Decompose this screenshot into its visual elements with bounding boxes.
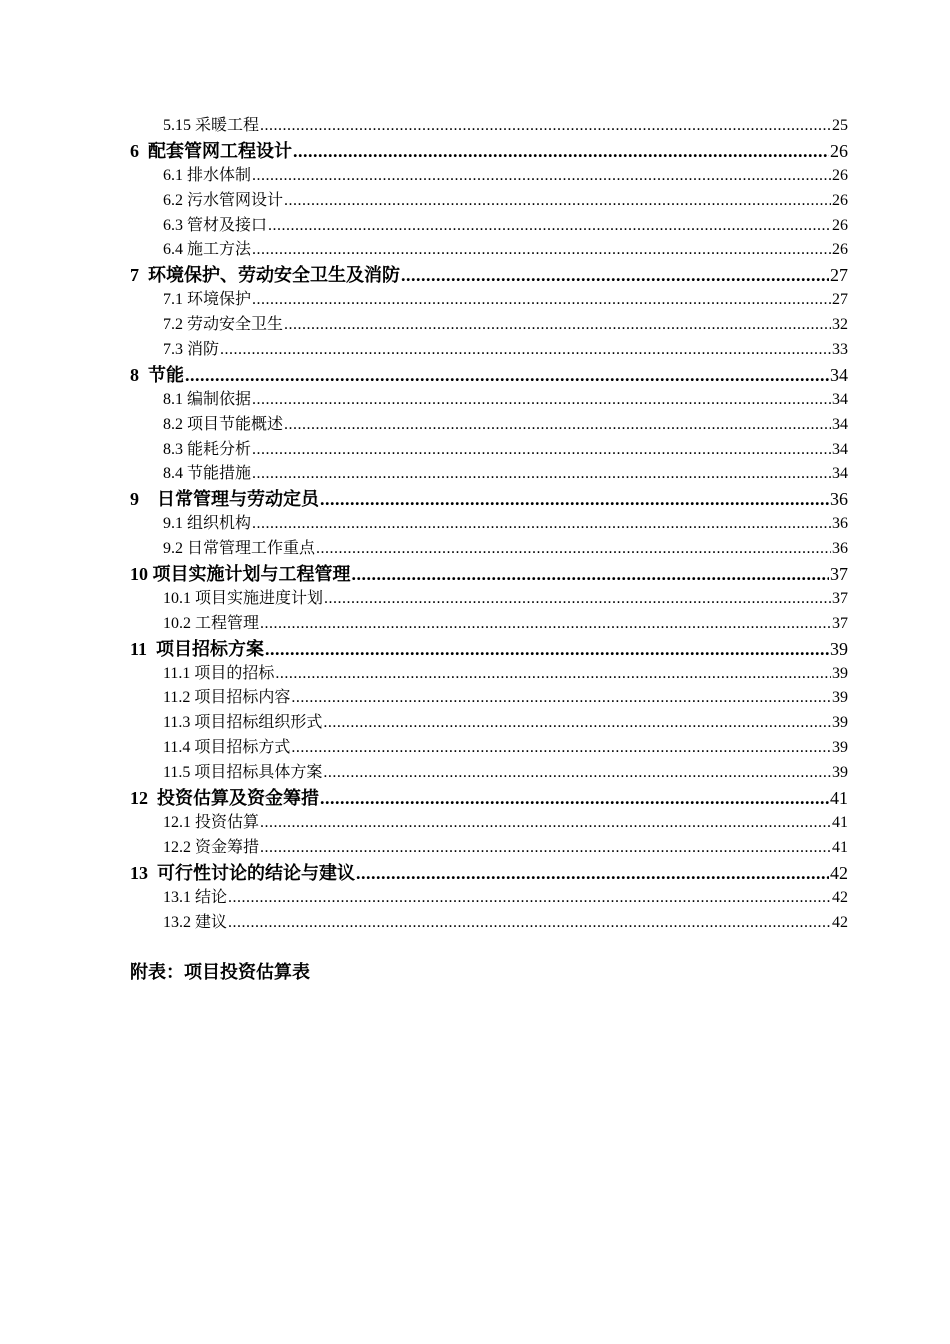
toc-page-number: 37 [832, 614, 848, 632]
toc-section-entry[interactable] [130, 510, 848, 535]
toc-page-number: 36 [832, 540, 848, 558]
toc-entry-label: 7 环境保护、劳动安全卫生及消防 [130, 265, 400, 286]
toc-page-number: 39 [830, 638, 848, 659]
toc-page-number: 37 [832, 589, 848, 607]
toc-page-number: 41 [830, 788, 848, 809]
toc-entry-label: 5.15 采暖工程 [163, 117, 260, 134]
table-of-contents [130, 112, 848, 933]
toc-entry-label: 7.2 劳动安全卫生 [163, 316, 284, 334]
toc-entry-label: 7.3 消防 [163, 341, 220, 359]
toc-dot-leader [260, 615, 831, 633]
toc-dot-leader [252, 241, 831, 259]
toc-entry-label: 8.2 项目节能概述 [163, 415, 284, 433]
toc-entry-label: 6.2 污水管网设计 [163, 191, 284, 209]
toc-page-number: 27 [832, 291, 848, 309]
appendix-heading: 附表：项目投资估算表 [130, 962, 310, 982]
toc-chapter-entry[interactable] [130, 261, 848, 286]
toc-dot-leader [401, 265, 829, 286]
toc-dot-leader [260, 814, 831, 832]
toc-page-number: 36 [832, 515, 848, 533]
toc-section-entry[interactable] [130, 411, 848, 436]
toc-entry-label: 12 投资估算及资金筹措 [130, 788, 319, 809]
toc-page-number: 26 [832, 216, 848, 234]
toc-chapter-entry[interactable] [130, 635, 848, 660]
toc-entry-label: 8.4 节能措施 [163, 465, 252, 483]
toc-page-number: 26 [832, 166, 848, 184]
toc-page-number: 42 [832, 888, 848, 906]
toc-entry-label: 11.5 项目招标具体方案 [163, 764, 323, 782]
toc-page-number: 39 [832, 739, 848, 757]
toc-dot-leader [252, 441, 831, 459]
toc-entry-label: 11 项目招标方案 [130, 638, 265, 659]
toc-page-number: 41 [832, 813, 848, 831]
toc-page-number: 39 [832, 764, 848, 782]
toc-entry-label: 11.4 项目招标方式 [163, 739, 291, 757]
toc-chapter-entry[interactable] [130, 560, 848, 585]
toc-page-number: 34 [832, 465, 848, 483]
toc-page-number: 27 [830, 265, 848, 286]
toc-section-entry[interactable] [130, 187, 848, 212]
toc-entry-label: 6.3 管材及接口 [163, 216, 268, 234]
toc-entry-label: 6.4 施工方法 [163, 241, 252, 259]
toc-dot-leader [228, 914, 831, 932]
toc-section-entry[interactable] [130, 386, 848, 411]
toc-page-number: 34 [830, 364, 848, 385]
toc-page-number: 26 [832, 191, 848, 209]
toc-entry-label: 8.1 编制依据 [163, 390, 252, 408]
toc-dot-leader [320, 489, 829, 510]
toc-section-entry[interactable] [130, 809, 848, 834]
toc-section-entry[interactable] [130, 709, 848, 734]
toc-dot-leader [316, 540, 831, 558]
toc-page-number: 39 [832, 689, 848, 707]
toc-dot-leader [265, 639, 829, 660]
toc-page-number: 39 [832, 714, 848, 732]
toc-entry-label: 13.1 结论 [163, 888, 228, 906]
toc-page-number: 25 [832, 117, 848, 134]
toc-section-entry[interactable] [130, 909, 848, 934]
toc-entry-label: 8.3 能耗分析 [163, 440, 252, 458]
toc-section-entry[interactable] [130, 834, 848, 859]
toc-page-number: 34 [832, 390, 848, 408]
toc-dot-leader [252, 391, 831, 409]
toc-entry-label: 8 节能 [130, 364, 184, 385]
toc-section-entry[interactable] [130, 162, 848, 187]
toc-entry-label: 7.1 环境保护 [163, 291, 252, 309]
toc-entry-label: 13 可行性讨论的结论与建议 [130, 862, 355, 883]
toc-dot-leader [228, 889, 831, 907]
toc-entry-label: 10.2 工程管理 [163, 614, 260, 632]
toc-chapter-entry[interactable] [130, 859, 848, 884]
toc-dot-leader [220, 341, 831, 359]
toc-dot-leader [323, 714, 831, 732]
toc-entry-label: 12.1 投资估算 [163, 813, 260, 831]
toc-dot-leader [284, 316, 831, 334]
toc-section-entry[interactable] [130, 759, 848, 784]
toc-entry-label: 10.1 项目实施进度计划 [163, 589, 324, 607]
toc-section-entry[interactable] [130, 535, 848, 560]
toc-section-entry[interactable] [130, 212, 848, 237]
toc-page-number: 36 [830, 489, 848, 510]
toc-section-entry[interactable] [130, 311, 848, 336]
toc-dot-leader [291, 689, 831, 707]
toc-chapter-entry[interactable] [130, 361, 848, 386]
toc-entry-label: 9.2 日常管理工作重点 [163, 540, 316, 558]
toc-entry-label: 13.2 建议 [163, 913, 228, 931]
toc-page-number: 26 [830, 140, 848, 161]
toc-entry-label: 11.1 项目的招标 [163, 664, 275, 682]
toc-entry-label: 9 日常管理与劳动定员 [130, 489, 319, 510]
toc-dot-leader [291, 739, 831, 757]
toc-dot-leader [293, 141, 829, 162]
toc-dot-leader [275, 665, 831, 683]
toc-page-number: 34 [832, 415, 848, 433]
toc-section-entry[interactable] [130, 336, 848, 361]
toc-chapter-entry[interactable] [130, 784, 848, 809]
toc-page-number: 41 [832, 838, 848, 856]
toc-page-number: 34 [832, 440, 848, 458]
toc-dot-leader [352, 564, 830, 585]
toc-dot-leader [268, 217, 831, 235]
toc-chapter-entry[interactable] [130, 485, 848, 510]
toc-dot-leader [252, 515, 831, 533]
toc-section-entry[interactable] [130, 436, 848, 461]
toc-dot-leader [324, 590, 831, 608]
toc-section-entry[interactable] [130, 660, 848, 685]
toc-section-entry[interactable] [130, 460, 848, 485]
toc-entry-label: 9.1 组织机构 [163, 515, 252, 533]
toc-dot-leader [252, 291, 831, 309]
toc-page-number: 32 [832, 316, 848, 334]
toc-section-entry[interactable] [130, 585, 848, 610]
toc-section-entry[interactable] [130, 112, 848, 137]
toc-section-entry[interactable] [130, 734, 848, 759]
toc-section-entry[interactable] [130, 236, 848, 261]
toc-entry-label: 6.1 排水体制 [163, 166, 252, 184]
toc-page-number: 42 [830, 862, 848, 883]
toc-entry-label: 12.2 资金筹措 [163, 838, 260, 856]
toc-section-entry[interactable] [130, 610, 848, 635]
toc-dot-leader [323, 764, 831, 782]
toc-chapter-entry[interactable] [130, 137, 848, 162]
toc-dot-leader [284, 416, 831, 434]
toc-dot-leader [284, 192, 831, 210]
toc-entry-label: 10 项目实施计划与工程管理 [130, 564, 351, 585]
toc-entry-label: 6 配套管网工程设计 [130, 140, 292, 161]
toc-page-number: 39 [832, 664, 848, 682]
toc-page-number: 33 [832, 341, 848, 359]
toc-page-number: 42 [832, 913, 848, 931]
toc-dot-leader [320, 788, 829, 809]
toc-section-entry[interactable] [130, 286, 848, 311]
toc-page-number: 37 [830, 564, 848, 585]
toc-dot-leader [260, 839, 831, 857]
toc-entry-label: 11.3 项目招标组织形式 [163, 714, 323, 732]
toc-dot-leader [260, 117, 831, 135]
toc-dot-leader [252, 167, 831, 185]
toc-dot-leader [356, 863, 829, 884]
toc-section-entry[interactable] [130, 684, 848, 709]
toc-dot-leader [252, 465, 831, 483]
toc-dot-leader [185, 365, 829, 386]
toc-page-number: 26 [832, 241, 848, 259]
toc-entry-label: 11.2 项目招标内容 [163, 689, 291, 707]
toc-section-entry[interactable] [130, 884, 848, 909]
